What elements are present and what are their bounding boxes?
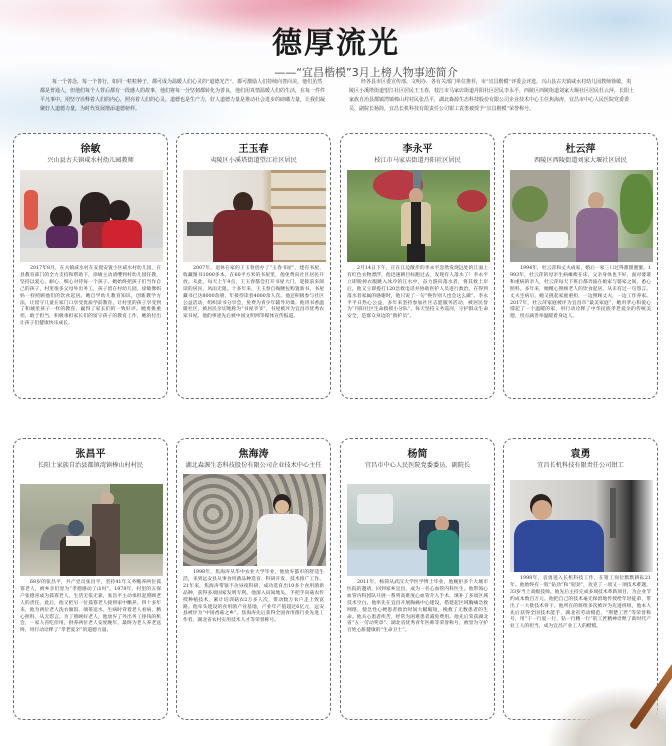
- profile-card-du-yunping: [503, 133, 658, 399]
- profile-card-wang-yuchun: [176, 133, 331, 399]
- person-role: 兴山县古夫镇咸水村幼儿园教师: [47, 157, 134, 164]
- intro-paragraph-left: 每一个善念，每一个善行，如同一粒粒种子，都可成为温暖人们心灵的“道德光芒”，都可激励人们持续向善向美。他们虽然都是普通人，但他们每个人背后都有一段感人的故事，他们将每一分坚韧都转化为善良，他们用真情温暖人们的生活，在每一件件平凡事中，用坚守诠释着人们的内心，照亮着人们的心灵。道德也是生产力，好人道德力量是推动社会进步的磅礴力量，让我们凝聚好人道德力量，为时代发展增添道德榜样。: [40, 79, 326, 112]
- person-role: 长阳土家族自治县都镇湾镇棒山村村民: [37, 462, 144, 469]
- person-story: 1994年，杜云萍和丈夫成家，婚后一家三口过得甜甜蜜蜜。1993年，杜云萍的母亲生病瘫痪在床，父亲身体也不好，面对婆婆和重病的亲人，杜云萍每天下班后都奔波在娘家与婆家之间，悉心照料。多年来，她精心照顾老人的饮食起居，从未有过一句怨言。丈夫生病后，她又挑起家庭重担，一边照顾丈夫，一边工作养家。2017年，杜云萍家庭被评为宜昌市“最美家庭”，她用孝心和爱心撑起了一个温暖的家，用行动诠释了中华民族孝老爱亲的传统美德，用点滴善举温暖着身边人。: [510, 266, 651, 320]
- page-subtitle: ——“宜昌楷模”3月上榜人物事迹简介: [274, 66, 458, 79]
- person-name: 王玉春: [238, 144, 269, 155]
- profile-card-li-yongping: [340, 133, 495, 399]
- profile-card-zhang-changping: [13, 438, 168, 720]
- person-role: 宜昌长机科技有限责任公司钳工: [537, 462, 624, 469]
- person-photo: [510, 480, 653, 572]
- person-photo: [510, 170, 653, 262]
- profile-card-jiao-haitao: [176, 438, 331, 720]
- intro-section: [40, 78, 636, 114]
- person-story: 68岁的张昌平，共产党员张昌平，坚持41年义务赡养两位孤寡老人，被乡亲们誉为“孝德感动了山村”。1978年，村里的五保户张德喜成为孤寡老人，生活无依无靠，张昌平主动承担起照顾老人的责任。此后，他又把另一位孤寡老人接到家中赡养。四十多年来，他为两位老人洗衣做饭、端茶送水，生病时背着老人看病，精心照料，从无怨言。为了照顾好老人，他放弃了外出务工挣钱的机会，一家人省吃俭用，供养两位老人安度晚年，最终为老人养老送终，用行动诠释了“孝老爱亲”的道德力量。: [20, 580, 161, 634]
- person-name: 徐敏: [80, 144, 101, 155]
- profile-card-yang-jian: [340, 438, 495, 720]
- person-photo: [20, 170, 163, 262]
- person-name: 杨简: [407, 449, 428, 460]
- person-story: 2011年，杨简从武汉大学医学博士毕业，他婉拒多个大城市医院的邀请，回到家乡宜昌，成为一名心血管内科医生。他带领心血管内科团队开展一系列高难度心血管介入手术，填补了多项区域技术空白。他率先在宜昌开展胸痛中心建设，搭建起区域胸痛急救网络，使急性心梗患者救治时间大幅缩短，挽救了无数患者的生命。他关心患者疾苦，经常为困难患者减免费用。他先后荣获湖北省“五一劳动奖章”、湖北省优秀青年医师等荣誉称号，被誉为守护百姓心脏健康的“生命卫士”。: [347, 580, 488, 634]
- person-role: 湖北森源生态科技股份有限公司企业技术中心主任: [185, 462, 322, 469]
- person-photo: [183, 474, 326, 566]
- person-name: 杜云萍: [565, 144, 596, 155]
- person-name: 袁勇: [570, 449, 591, 460]
- person-story: 2月14日下午，正在江边散步的李永平忽然发现远处的江面上有红色衣物漂浮，他迅速朝目标跑过去，发现有人落水了！李永平立即脱掉衣服跳入冰冷的江水中，奋力游向落水者，将其救上岸后，他又立即拨打120急救电话并协助医护人员进行救治。在得到落水者家属的感谢时，他只说了一句“换作别人也会这么做”。李永平平日热心公益，多年来坚持参加社区志愿服务活动，被居民誉为“丹阳社区生命救援小分队”，每天坚持义务巡河，守护群众生命安全，是群众身边的“救护员”。: [347, 266, 488, 320]
- person-photo: [347, 484, 490, 576]
- person-name: 张昌平: [75, 449, 106, 460]
- header: [0, 18, 672, 80]
- person-story: 1998年，焦海涛从华中农业大学毕业，他放弃都市的舒适生活，来到远安县从事食用菌品种选育、科研开发、技术推广工作。21年来，焦海涛带领不舍昼夜科研，成功选育出10多个食用菌新品种，获得多项国家发明专利。他深入田间地头，手把手向菇农传授种植技术，累计培训菇农2万多人次，带动数万农户走上致富路。他牵头建设的食用菌产业基地，产业年产值超过6亿元，远安县被评为“中国香菇之乡”。焦海涛先后获得全国食用菌行业先进工作者、湖北省农村实用技术人才等荣誉称号。: [183, 570, 324, 624]
- page-title: 德厚流光: [272, 26, 400, 61]
- person-name: 李永平: [402, 144, 433, 155]
- person-photo: [347, 170, 490, 262]
- profile-card-xu-min: [13, 133, 168, 399]
- person-role: 宜昌市中心人民医院党委委员、副院长: [364, 462, 471, 469]
- person-role: 夷陵区小溪塔街道望江社区居民: [210, 157, 297, 164]
- person-role: 西陵区西陵街道刘家大堰社区居民: [534, 157, 627, 164]
- person-photo: [20, 484, 163, 576]
- person-story: 1998年，袁勇进入长机科技工作，在钳工岗位默默耕耘21年。他始终有一股“钻劲”和“韧劲”，攻克了一项又一项技术难题，33岁当上高级技师。他先后主持完成多项技术革新项目，为企业节约成本数百万元。他把自己的技术毫无保留地传授给年轻徒弟，带出了一大批技术骨干。他所在的班组多次被评为先进班组，他本人先后获得全国技术能手、湖北省劳动模范、“荆楚工匠”等荣誉称号，用“干一行爱一行，钻一行精一行”的工匠精神诠释了新时代产业工人的担当，成为宜昌产业工人的楷模。: [510, 576, 651, 630]
- person-role: 枝江市马家店街道丹阳社区居民: [374, 157, 461, 164]
- person-name: 焦海涛: [238, 449, 269, 460]
- intro-paragraph-right: 经各县市区委宣传部、文明办、各有关部门单位推荐，市“宜昌楷模”评委会评选，兴山县古夫镇咸水村幼儿园教师徐敏，夷陵区小溪塔街道望江社区居民王玉春，枝江市马家店街道丹阳社区居民李永平，西陵区西陵街道刘家大堰社区居民杜云萍，长阳土家族自治县都镇湾镇棒山村村民张昌平，湖北森源生态科技股份有限公司企业技术中心主任焦海涛，宜昌市中心人民医院党委委员、副院长杨简，宜昌长机科技有限责任公司钳工袁勇被授予“宜昌楷模”荣誉称号。: [349, 79, 635, 112]
- person-photo: [183, 170, 326, 262]
- person-story: 2007年，退休在家的王玉春创办了“玉春书屋”，建有书屋，收藏图书1000多本，在60平方米的书屋里，他免费向社区居民开放。从此，每天上午9点，王玉春都会打开书屋大门，迎接前来阅读的居民，风雨无阻。十多年来，王玉春自掏腰包购置新书，书屋藏书已达8000余册，年接待读者4000余人次。他还积极参与社区公益活动，组织读书分享会，免费为青少年辅导功课。他用书香温暖社区，被居民亲切地称为“书屋爷爷”，书屋被评为宜昌市优秀农家书屋。他的事迹先后被中国文明网等媒体宣传报道。: [183, 266, 324, 320]
- person-story: 2017年8月，在夫镇咸水村在安置安置小区咸水村幼儿园，在县教育部门的全力支持和帮助下，徐敏主动请缨到村幼儿园任教，坚持以爱心、耐心、细心对待每一个孩子。她始终把孩子们当作自己的孩子，村里很多父母外出务工，孩子留在村幼儿园，徐敏像妈妈一样照顾他们的饮食起居。她自学幼儿教育知识，创新教学方法，让留守儿童在家门口享受优质学前教育，让村里的孩子享受到了和城里孩子一样的教育，赢得了家长们的一致好评。她勇挑重担，敢于担当，积极承担家长们的留守孩子的教育工作，她的付出让孩子们健康快乐成长。: [20, 266, 161, 327]
